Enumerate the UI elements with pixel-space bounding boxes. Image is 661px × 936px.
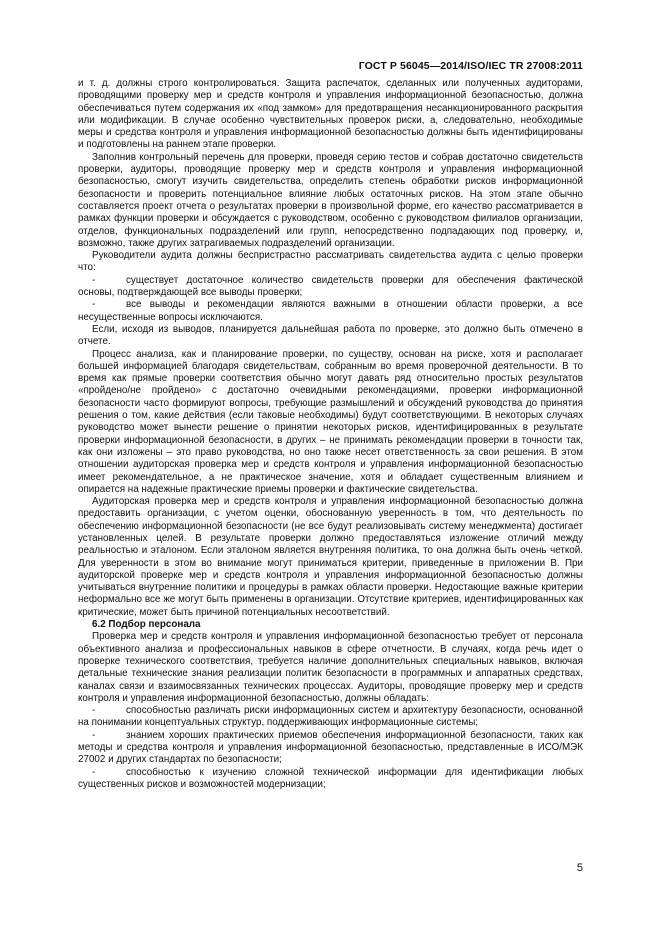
list-item [78, 299, 583, 324]
paragraph-6: Аудиторская проверка мер и средств контроля и управления информационной безопасностью должна предоставить организации, с учетом оценки, обоснованную уверенность в том, что деятельность по обеспечению информационной безопасности (не все будут реализовывать систему менеджмента) достигает установленных целей. В результате проверки должно предоставляться изложение отличий между реальностью и эталоном. Если эталоном является внутренняя политика, то она должна быть очень четкой. Для уверенности в этом во внимание могут приниматься критерии, приведенные в приложении В. При аудиторской проверке мер и средств контроля и управления информационной безопасностью должны учитываться внутренние политики и процедуры в рамках области проверки. Недостающие важные критерии неформально все же могут быть применены в организации. Отсутствие критериев, идентифицированных как критические, может быть причиной потенциальных несоответствий. [78, 496, 583, 618]
list-item [78, 275, 583, 300]
paragraph-5: Процесс анализа, как и планирование проверки, по существу, основан на риске, хотя и располагает большей информацией благодаря свидетельствам, собранным во время проверочной деятельности. В то время как прямые проверки соответствия обычно могут давать ряд относительно простых результатов «пройдено/не пройдено» с достаточно очевидными рекомендациями, проверки информационной безопасности часто формируют вопросы, требующие размышлений и обсуждений руководства до принятия решения о том, какие действия (если таковые необходимы) будут соответствующими. В некоторых случаях руководство может вынести решение о принятии некоторых рисков, идентифицированных в результате проверки информационной безопасности, в других – не принимать рекомендации проверки в точности так, как они изложены – это право руководства, но оно также несет ответственность за свои решения. В этом отношении аудиторская проверка мер и средств контроля и управления информационной безопасностью имеет рекомендательное, а не практическое значение, хотя и обладает существенным влиянием и опирается на надежные практические приемы проверки и фактические свидетельства. [78, 348, 583, 495]
list-item-text: способностью различать риски информационных систем и архитектуру безопасности, основанной на понимании концептуальных структур, поддерживающих информационные системы; [78, 705, 583, 729]
list-dash: - [92, 729, 96, 741]
list-dash: - [92, 766, 96, 778]
standard-header: ГОСТ Р 56045—2014/ISO/IEC TR 27008:2011 [358, 60, 583, 72]
list-item [78, 730, 583, 767]
list-item-text: способностью к изучению сложной технической информации для идентификации любых существенных рисков и возможностей модернизации; [78, 766, 583, 790]
paragraph-4: Если, исходя из выводов, планируется дальнейшая работа по проверке, это должно быть отмечено в отчете. [78, 323, 583, 348]
list-item [78, 705, 583, 730]
list-dash: - [92, 705, 96, 717]
page-number: 5 [576, 862, 583, 874]
page-content [78, 78, 583, 791]
list-item [78, 767, 583, 792]
paragraph-2: Заполнив контрольный перечень для проверки, проведя серию тестов и собрав достаточно свидетельств проверки, аудиторы, проводящие проверку мер и средств контроля и управления информационной безопасностью, смогут изучить свидетельства, определить степень обработки рисков информационной безопасности и проверить потенциальное влияние любых остаточных рисков. На этом этапе обычно составляется проект отчета о результатах проверки в произвольной форме, его качество рассматривается в рамках функции проверки и обсуждается с руководством, особенно с руководством филиалов организации, отделов, функциональных подразделений или групп, непосредственно подпадающих под проверку, и, возможно, также других затрагиваемых подразделений организации. [78, 151, 583, 249]
section-heading: 6.2 Подбор персонала [92, 619, 201, 631]
paragraph-3: Руководители аудита должны беспристрастно рассматривать свидетельства аудита с целью проверки что: [78, 250, 583, 274]
list-item-text: знанием хороших практических приемов обеспечения информационной безопасности, таких как методы и средства контроля и управления информационной безопасностью, представленные в ИСО/МЭК 27002 и других стандартах по безопасности; [78, 729, 583, 766]
list-item-text: существует достаточное количество свидетельств проверки для обеспечения фактической основы, подтверждающей все выводы проверки; [78, 274, 583, 299]
list-item-text: все выводы и рекомендации являются важными в отношении области проверки, а все несущественные вопросы исключаются. [78, 299, 583, 323]
paragraph-1: и т. д. должны строго контролироваться. Защита распечаток, сделанных или полученных аудиторами, проводящими проверку мер и средств контроля и управления информационной безопасностью, должна обеспечиваться путем содержания их «под замком» для предотвращения несанкционированного раскрытия или модификации. В случае особенно чувствительных проверок риски, а, следовательно, необходимые меры и средства контроля и управления информационной безопасностью должны быть идентифицированы и подготовлены на раннем этапе проверки. [78, 78, 583, 151]
list-dash: - [92, 299, 96, 311]
paragraph-7: Проверка мер и средств контроля и управления информационной безопасностью требует от персонала объективного анализа и профессиональных навыков в сфере отчетности. В случаях, когда речь идет о проверке технического соответствия, требуется наличие дополнительных специальных навыков, включая детальные технические знания реализации политик безопасности в программных и аппаратных средствах, каналах связи и взаимосвязанных технических процессах. Аудиторы, проводящие проверку мер и средств контроля и управления информационной безопасностью, должны обладать: [78, 631, 583, 704]
list-dash: - [92, 274, 96, 286]
